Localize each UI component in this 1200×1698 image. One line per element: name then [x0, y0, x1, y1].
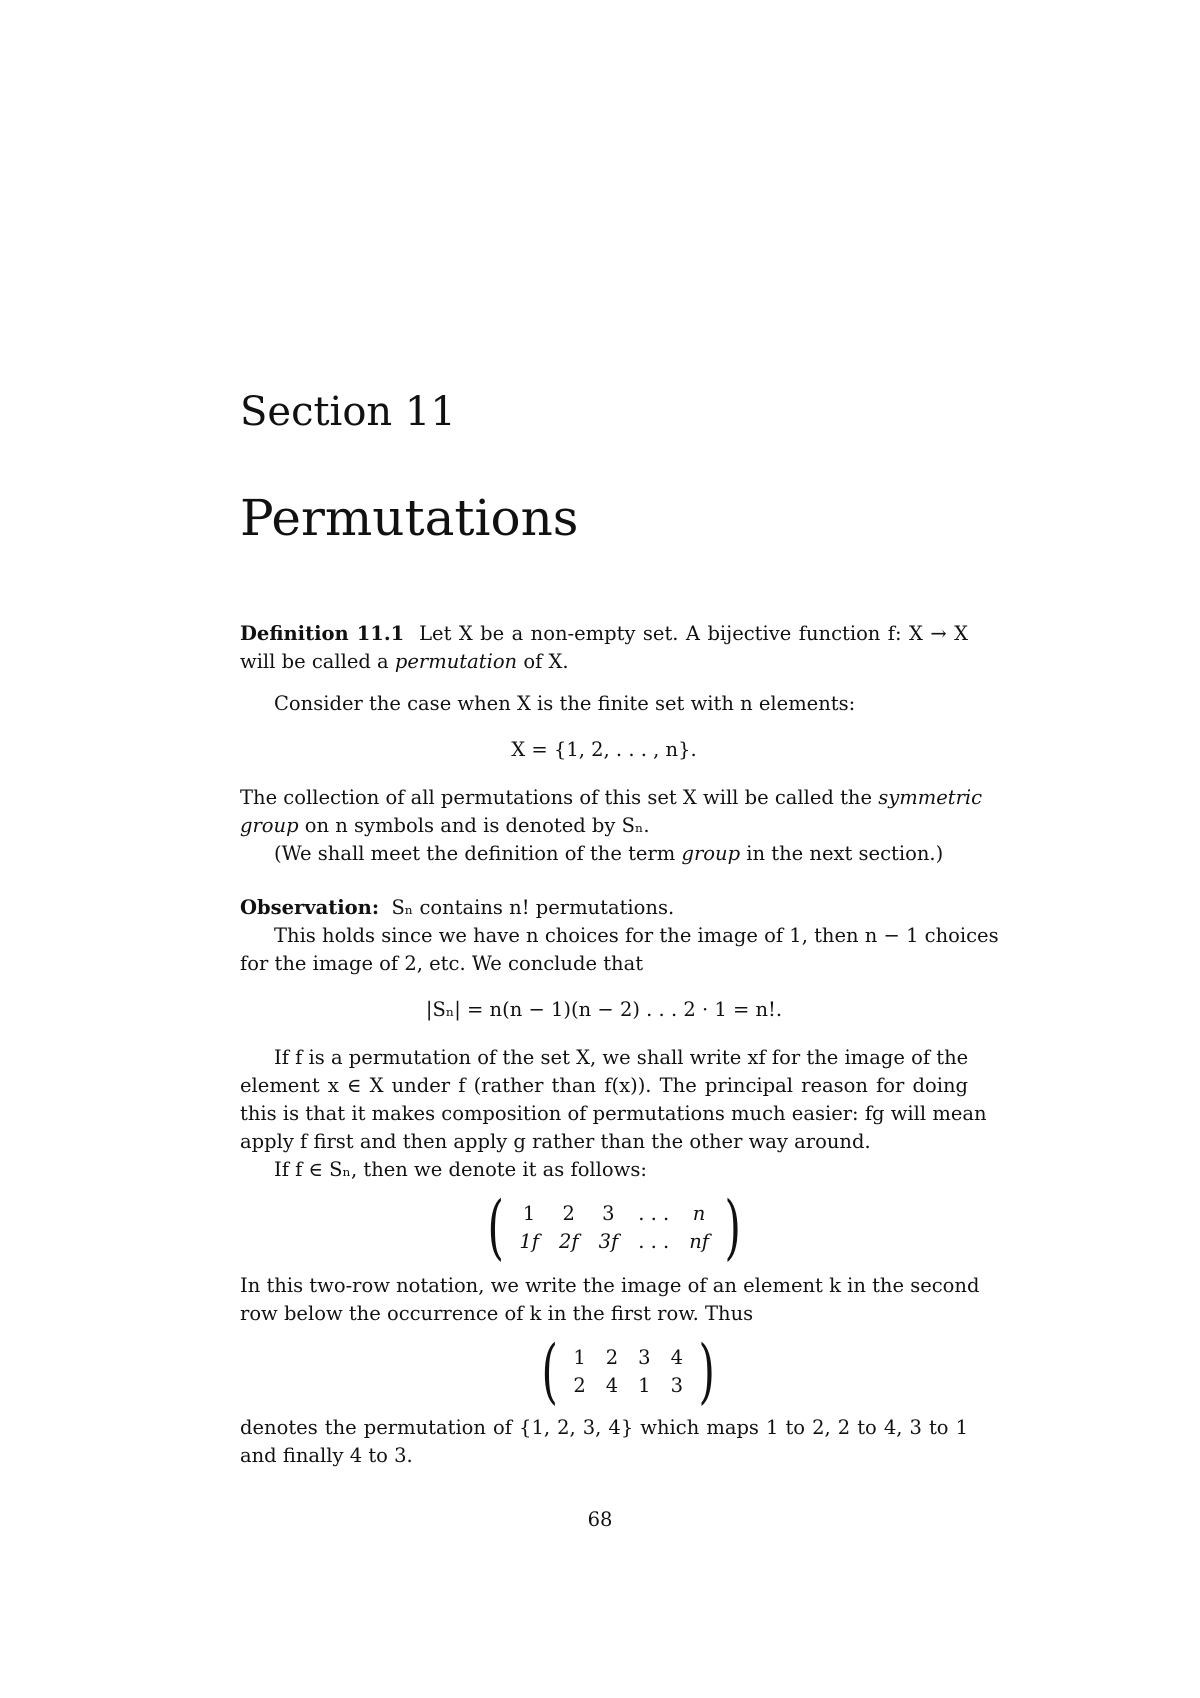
notation-line-2: element x ∈ X under f (rather than f(x)). The principal reason for doing	[240, 1074, 968, 1097]
two-row-line-2: row below the occurrence of k in the first row. Thus	[240, 1302, 754, 1325]
collection-line-2	[240, 812, 968, 840]
term-group-2: group	[681, 842, 741, 865]
two-row-line-1: In this two-row notation, we write the image of an element k in the second	[240, 1274, 980, 1297]
right-paren: )	[698, 1330, 715, 1412]
matrix-cell: 2	[605, 1345, 619, 1369]
right-paren: )	[724, 1186, 741, 1268]
general-matrix-table	[509, 1199, 719, 1255]
equation-set: X = {1, 2, . . . , n}.	[511, 738, 697, 761]
matrix-cell: 2	[573, 1373, 586, 1397]
remark-text-2: in the next section.)	[740, 842, 944, 865]
observation-line-3: for the image of 2, etc. We conclude that	[240, 952, 644, 975]
collection-text-2: on n symbols and is denoted by Sₙ.	[298, 814, 650, 837]
definition-text-2: will be called a	[240, 650, 395, 673]
matrix-cell: 3	[670, 1373, 683, 1397]
matrix-cell: 3	[638, 1345, 651, 1369]
definition-text: Let X be a non-empty set. A bijective function f: X → X	[419, 622, 968, 645]
matrix-cell: 4	[605, 1373, 619, 1397]
left-paren: (	[487, 1186, 504, 1268]
notation-line-4: apply f first and then apply g rather than the other way around.	[240, 1130, 871, 1153]
definition-line-1	[240, 620, 968, 648]
example-matrix-table	[563, 1343, 693, 1399]
matrix-cell: 2	[562, 1201, 575, 1225]
term-group: group	[240, 814, 299, 837]
denote-line: If f ∈ Sₙ, then we denote it as follows:	[274, 1158, 647, 1181]
general-permutation-matrix	[482, 1186, 746, 1268]
observation-line-2: This holds since we have n choices for the image of 1, then n − 1 choices	[274, 924, 999, 947]
observation-line	[240, 894, 968, 922]
remark-text: (We shall meet the definition of the term	[274, 842, 682, 865]
matrix-cell: . . .	[638, 1229, 670, 1253]
matrix-cell: 3	[602, 1201, 615, 1225]
observation-text: Sₙ contains n! permutations.	[391, 896, 675, 919]
term-permutation: permutation	[394, 650, 518, 673]
matrix-cell: 1f	[519, 1229, 539, 1253]
definition-label: Definition 11.1	[240, 622, 405, 645]
notation-line-1: If f is a permutation of the set X, we shall write xf for the image of the	[274, 1046, 969, 1069]
matrix-cell: n	[692, 1201, 706, 1225]
remark-line	[240, 840, 968, 868]
collection-text: The collection of all permutations of this set X will be called the	[240, 786, 879, 809]
matrix-cell: 1	[573, 1345, 586, 1369]
final-line-2: and finally 4 to 3.	[240, 1444, 413, 1467]
final-line-1: denotes the permutation of {1, 2, 3, 4} which maps 1 to 2, 2 to 4, 3 to 1	[240, 1416, 968, 1439]
matrix-cell: 4	[670, 1345, 683, 1369]
matrix-cell: . . .	[638, 1201, 670, 1225]
chapter-title: Permutations	[240, 489, 579, 547]
matrix-cell: 1	[522, 1201, 536, 1225]
definition-text-3: of X.	[517, 650, 569, 673]
collection-line-1	[240, 784, 983, 812]
matrix-cell: 1	[638, 1373, 651, 1397]
left-paren: (	[541, 1330, 558, 1412]
observation-label: Observation:	[240, 896, 380, 919]
section-label: Section 11	[240, 389, 456, 435]
matrix-cell: nf	[689, 1229, 709, 1253]
example-permutation-matrix	[536, 1330, 720, 1412]
term-symmetric: symmetric	[878, 786, 983, 809]
page-number: 68	[587, 1508, 613, 1531]
definition-line-2	[240, 648, 968, 676]
matrix-cell: 3f	[598, 1229, 619, 1253]
equation-order: |Sₙ| = n(n − 1)(n − 2) . . . 2 · 1 = n!.	[425, 998, 783, 1021]
notation-line-3: this is that it makes composition of permutations much easier: fg will mean	[240, 1102, 987, 1125]
matrix-cell: 2f	[558, 1229, 579, 1253]
consider-line: Consider the case when X is the finite set with n elements:	[274, 692, 856, 715]
